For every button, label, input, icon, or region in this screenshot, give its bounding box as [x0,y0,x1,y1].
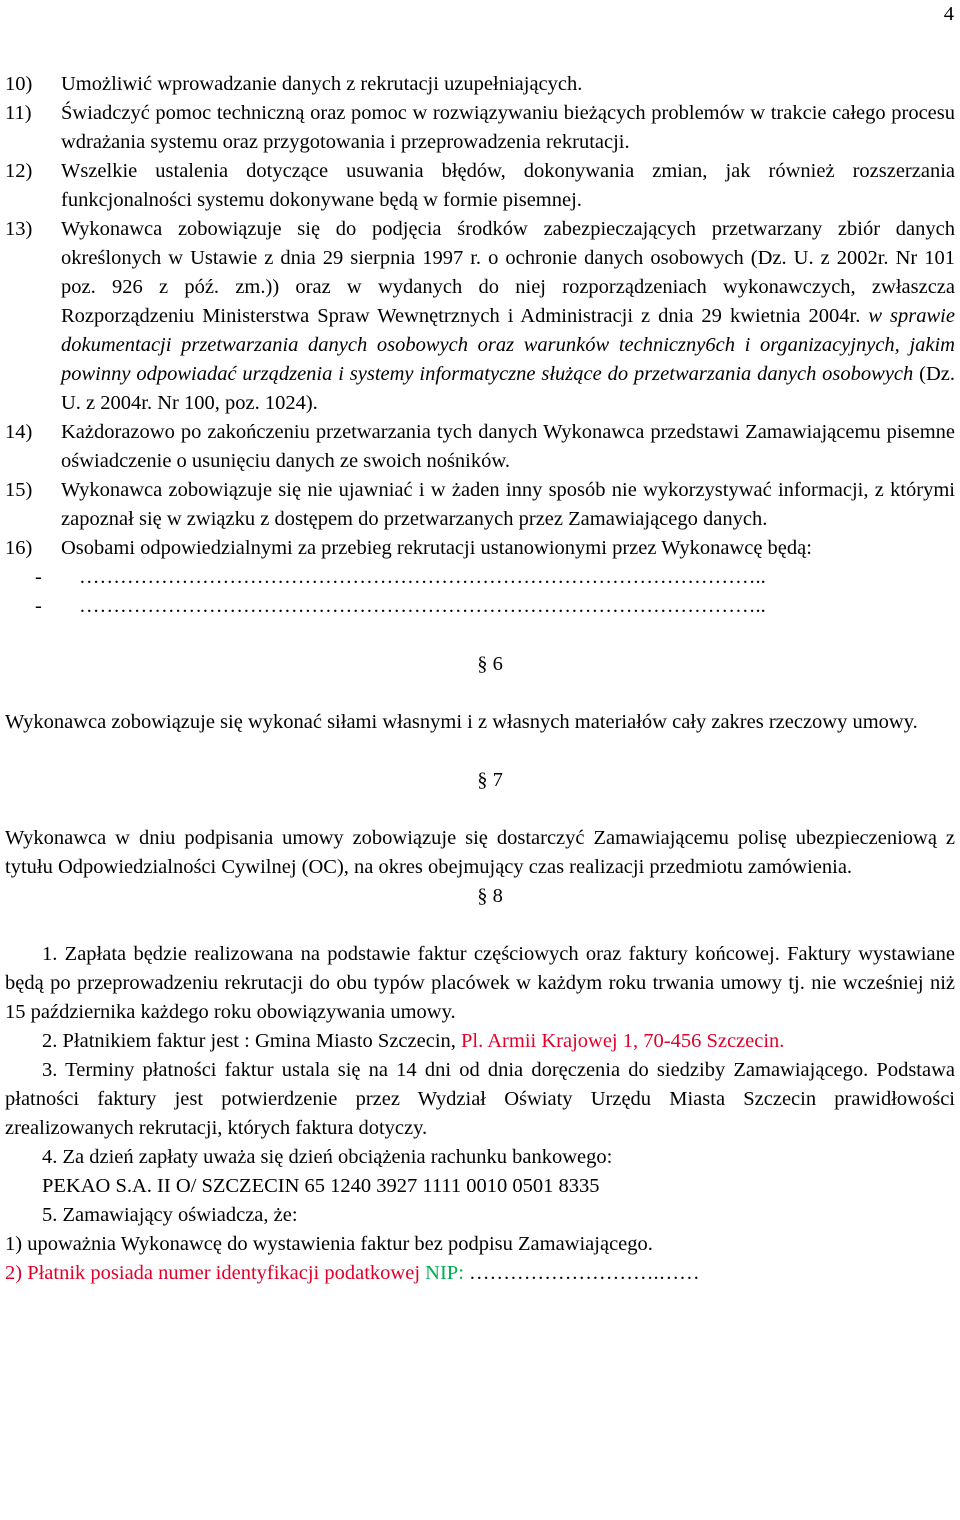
responsible-person-line-1: - ……………………………………………………………………………………….. [35,566,766,588]
responsible-person-line-2: - ……………………………………………………………………………………….. [35,595,766,617]
section-7-title: § 7 [477,769,503,791]
section-6-text: Wykonawca zobowiązuje się wykonać siłami własnymi i z własnych materiałów cały zakres rzeczowy umowy. [5,711,918,733]
section-8-point-1: 1. Zapłata będzie realizowana na podstawie faktur częściowych oraz faktury końcowej. Faktury wystawiane będą po przeprowadzeniu rekrutacji do obu typów placówek w każdym roku trwania umowy tj. nie wcześniej niż 15 października każdego roku obowiązywania umowy. [5,943,955,1023]
list-item-11: 11) Świadczyć pomoc techniczną oraz pomoc w rozwiązywaniu bieżących problemów w trakcie całego procesu wdrażania systemu oraz przygotowania i przeprowadzenia rekrutacji. [5,102,955,153]
section-8-point-5-2: 2) Płatnik posiada numer identyfikacji podatkowej NIP: ……………………….…… [5,1262,700,1284]
section-8-point-3: 3. Terminy płatności faktur ustala się na 14 dni od dnia doręczenia do siedziby Zamawiającego. Podstawa płatności faktury jest potwierdzenie przez Wydział Oświaty Urzędu Miasta Szczecin prawidłowości zrealizowanych rekrutacji, których faktura dotyczy. [5,1059,955,1139]
section-8-point-4: 4. Za dzień zapłaty uważa się dzień obciążenia rachunku bankowego: [42,1146,613,1168]
section-7-text: Wykonawca w dniu podpisania umowy zobowiązuje się dostarczyć Zamawiającemu polisę ubezpieczeniową z tytułu Odpowiedzialności Cywilnej (OC), na okres obejmujący czas realizacji przedmiotu zamówienia. [5,827,955,878]
page-number: 4 [943,3,954,25]
list-item-12: 12) Wszelkie ustalenia dotyczące usuwania błędów, dokonywania zmian, jak również rozszerzania funkcjonalności systemu dokonywane będą w formie pisemnej. [5,160,955,211]
section-6-title: § 6 [477,653,503,675]
section-8-title: § 8 [477,885,503,907]
list-item-10: 10) Umożliwić wprowadzanie danych z rekrutacji uzupełniających. [5,73,583,95]
document-body [5,70,955,1288]
payer-address: Pl. Armii Krajowej 1, 70-456 Szczecin. [461,1030,785,1052]
regulation-title-italic: w sprawie dokumentacji przetwarzania danych osobowych oraz warunków techniczny6ch i organizacyjnych, jakim powinny odpowiadać urządzenia i systemy informatyczne służące do przetwarzania danych osobowych [61,305,955,385]
section-8-point-5: 5. Zamawiający oświadcza, że: [42,1204,298,1226]
list-item-15: 15) Wykonawca zobowiązuje się nie ujawniać i w żaden inny sposób nie wykorzystywać informacji, z którymi zapoznał się w związku z dostępem do przetwarzanych przez Zamawiającego danych. [5,479,955,530]
list-item-16: 16) Osobami odpowiedzialnymi za przebieg rekrutacji ustanowionymi przez Wykonawcę będą: [5,537,812,559]
list-item-14: 14) Każdorazowo po zakończeniu przetwarzania tych danych Wykonawca przedstawi Zamawiającemu pisemne oświadczenie o usunięciu danych ze swoich nośników. [5,421,955,472]
section-8-point-2: 2. Płatnikiem faktur jest : Gmina Miasto Szczecin, Pl. Armii Krajowej 1, 70-456 Szczecin. [42,1030,785,1052]
list-item-13: 13) Wykonawca zobowiązuje się do podjęcia środków zabezpieczających przetwarzany zbiór danych określonych w Ustawie z dnia 29 sierpnia 1997 r. o ochronie danych osobowych (Dz. U. z 2002r. Nr 101 poz. 926 z póź. zm.)) oraz w wydanych do niej rozporządzeniach wykonawczych, zwłaszcza Rozporządzeniu Ministerstwa Spraw Wewnętrznych i Administracji z dnia 29 kwietnia 2004r. w sprawie dokumentacji przetwarzania danych osobowych oraz warunków techniczny6ch i organizacyjnych, jakim powinny odpowiadać urządzenia i systemy informatyczne służące do przetwarzania danych osobowych (Dz. U. z 2004r. Nr 100, poz. 1024). [5,218,955,414]
nip-label: NIP: [425,1262,464,1284]
section-8-point-5-1: 1) upoważnia Wykonawcę do wystawienia faktur bez podpisu Zamawiającego. [5,1233,653,1255]
bank-account: PEKAO S.A. II O/ SZCZECIN 65 1240 3927 1111 0010 0501 8335 [42,1175,600,1197]
